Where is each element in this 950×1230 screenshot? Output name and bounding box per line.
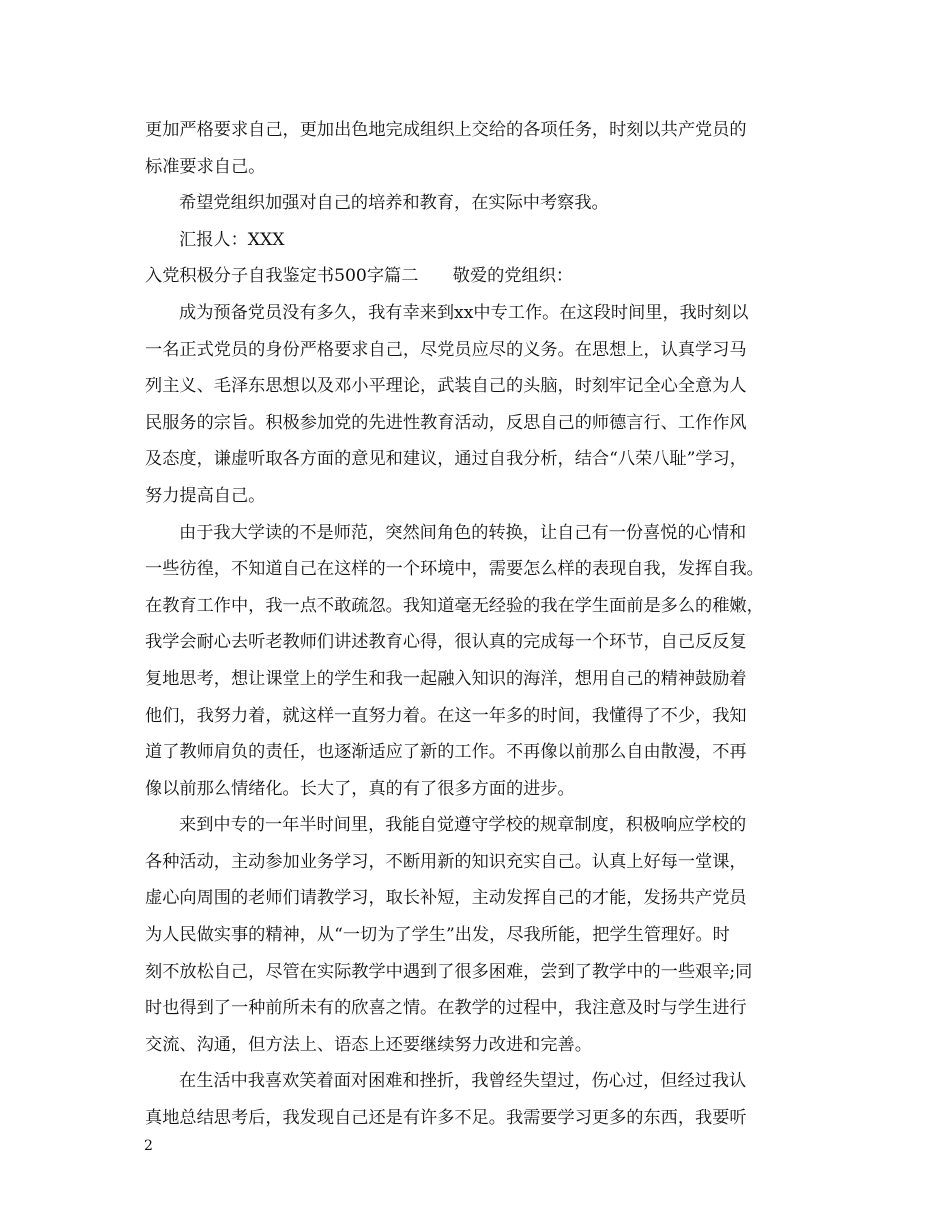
text-line: 一名正式党员的身份严格要求自己，尽党员应尽的义务。在思想上，认真学习马: [145, 339, 747, 360]
text-line: 列主义、毛泽东思想以及邓小平理论，武装自己的头脑，时刻牢记全心全意为人: [145, 376, 747, 397]
text-line: 虚心向周围的老师们请教学习，取长补短，主动发挥自己的才能，发扬共产党员: [145, 888, 747, 909]
text-line: 更加严格要求自己，更加出色地完成组织上交给的各项任务，时刻以共产党员的: [145, 120, 747, 140]
text-line: 民服务的宗旨。积极参加党的先进性教育活动，反思自己的师德言行、工作作风: [145, 412, 747, 433]
text-line: 努力提高自己。: [145, 485, 266, 506]
text-line: 在教育工作中，我一点不敢疏忽。我知道毫无经验的我在学生面前是多么的稚嫩，: [145, 595, 764, 616]
text-line: 刻不放松自己，尽管在实际教学中遇到了很多困难，尝到了教学中的一些艰辛;同: [145, 961, 753, 982]
text-line: 真地总结思考后，我发现自己还是有许多不足。我需要学习更多的东西，我要听: [145, 1108, 747, 1129]
text-line: 交流、沟通，但方法上、语态上还要继续努力改进和完善。: [145, 1034, 592, 1055]
text-line: 及态度，谦虚听取各方面的意见和建议，通过自我分析，结合“八荣八耻”学习，: [145, 449, 747, 470]
text-line: 一些彷徨，不知道自己在这样的一个环境中，需要怎么样的表现自我，发挥自我。: [145, 559, 764, 580]
text-line: 希望党组织加强对自己的培养和教育，在实际中考察我。: [179, 193, 609, 214]
text-line: 汇报人：XXX: [179, 229, 285, 250]
text-line: 他们，我努力着，就这样一直努力着。在这一年多的时间，我懂得了不少，我知: [145, 705, 747, 726]
text-line: 时也得到了一种前所未有的欣喜之情。在教学的过程中，我注意及时与学生进行: [145, 998, 747, 1019]
text-line: 成为预备党员没有多久，我有幸来到xx中专工作。在这段时间里，我时刻以: [179, 302, 749, 323]
text-line: 为人民做实事的精神，从“一切为了学生”出发，尽我所能，把学生管理好。时: [145, 925, 730, 946]
text-line: 我学会耐心去听老教师们讲述教育心得，很认真的完成每一个环节，自己反反复: [145, 632, 747, 653]
document-body: [145, 112, 817, 1137]
text-line: 由于我大学读的不是师范，突然间角色的转换，让自己有一份喜悦的心情和: [179, 522, 747, 543]
text-line: 道了教师肩负的责任，也逐渐适应了新的工作。不再像以前那么自由散漫，不再: [145, 742, 747, 763]
text-line: 标准要求自己。: [145, 156, 266, 177]
text-line: 像以前那么情绪化。长大了，真的有了很多方面的进步。: [145, 778, 575, 799]
page-number: 2: [144, 1138, 153, 1154]
text-line: 入党积极分子自我鉴定书500字篇二 敬爱的党组织：: [145, 266, 574, 287]
text-line: 来到中专的一年半时间里，我能自觉遵守学校的规章制度，积极响应学校的: [179, 815, 747, 836]
text-line: 复地思考，想让课堂上的学生和我一起融入知识的海洋，想用自己的精神鼓励着: [145, 668, 747, 689]
text-line: 各种活动，主动参加业务学习，不断用新的知识充实自己。认真上好每一堂课，: [145, 851, 747, 872]
text-line: 在生活中我喜欢笑着面对困难和挫折，我曾经失望过，伤心过，但经过我认: [179, 1071, 747, 1092]
